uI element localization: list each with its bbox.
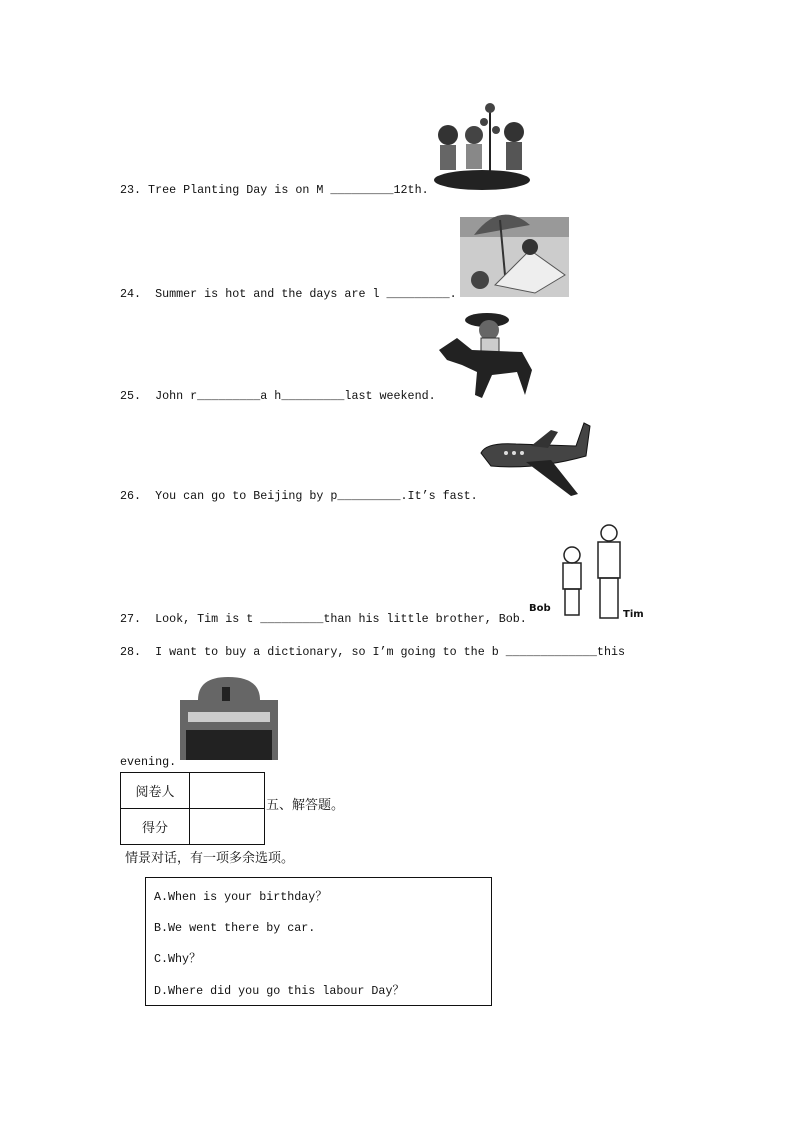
question-27: 27. Look, Tim is t _________than his little brother, Bob. (120, 612, 527, 626)
option-a: A.When is your birthday？ (154, 890, 328, 904)
section-title: 五、解答题。 (266, 798, 345, 813)
score-table (120, 772, 265, 845)
tree-planting-picture (430, 100, 532, 192)
airplane-picture (476, 418, 591, 500)
question-25: 25. John r_________a h_________last weekend. (120, 389, 436, 403)
question-28-continuation: evening. (120, 755, 177, 769)
beach-picture (460, 205, 569, 297)
reviewer-field (190, 773, 265, 809)
bob-and-tim-picture (527, 523, 642, 623)
option-c: C.Why？ (154, 952, 201, 966)
question-23: 23. Tree Planting Day is on M _________12th. (120, 183, 429, 197)
option-b: B.We went there by car. (154, 921, 316, 935)
question-28: 28. I want to buy a dictionary, so I’m going to the b _____________this (120, 645, 625, 659)
question-26: 26. You can go to Beijing by p_________.It’s fast. (120, 489, 478, 503)
option-d: D.Where did you go this labour Day？ (154, 984, 405, 998)
horse-riding-picture (437, 310, 537, 400)
reviewer-label: 阅卷人 (121, 773, 190, 809)
instruction: 情景对话，有一项多余选项。 (125, 851, 295, 866)
bob-label: Bob (529, 603, 551, 614)
tim-label: Tim (623, 609, 644, 620)
score-label: 得分 (121, 809, 190, 845)
question-24: 24. Summer is hot and the days are l _________. (120, 287, 457, 301)
score-field (190, 809, 265, 845)
options-box (145, 877, 492, 1006)
bookstore-picture (178, 672, 281, 764)
